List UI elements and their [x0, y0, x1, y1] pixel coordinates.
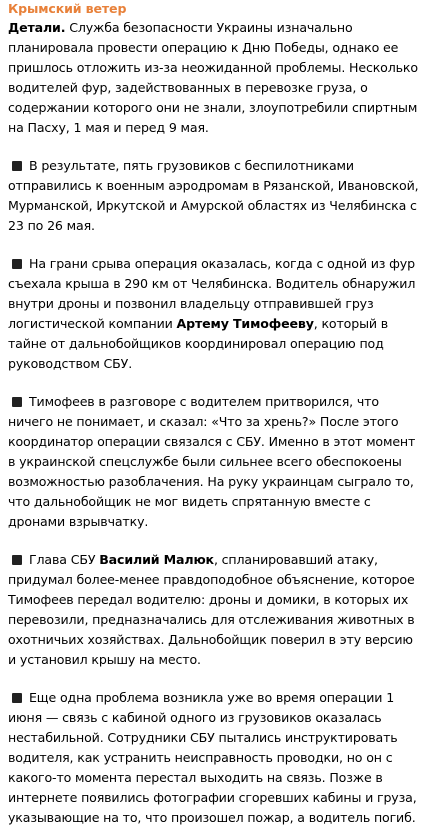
black-square-icon	[12, 693, 22, 703]
paragraph-lead: Детали.	[8, 20, 66, 35]
paragraph-gap	[8, 670, 421, 688]
paragraph-text: На грани срыва операция оказалась, когда с одной из фур съехала крыша в 290 км от Челябинска. Водитель обнаружил внутри дроны и позвонил владельцу отправившей груз логистической компании	[8, 256, 416, 331]
black-square-icon	[12, 259, 22, 269]
paragraph-gap	[8, 138, 421, 156]
person-name: Василий Малюк	[99, 552, 214, 567]
paragraph-timofeev	[8, 392, 421, 532]
paragraph-roof	[8, 254, 421, 374]
black-square-icon	[12, 555, 22, 565]
paragraph-details	[8, 18, 421, 138]
paragraph-connection	[8, 688, 421, 828]
black-square-icon	[12, 397, 22, 407]
paragraph-trucks	[8, 156, 421, 236]
paragraph-text: , спланировавший атаку, придумал более-менее правдоподобное объяснение, которое Тимофеев передал водителю: дроны и домики, в которых их перевозили, предназначались для отслеживания животных в охотничьих хозяйствах. Дальнобойщик поверил в эту версию и установил крышу на место.	[8, 552, 415, 667]
paragraph-text: , который в тайне от дальнобойщиков координировал операцию под руководством СБУ.	[8, 316, 389, 371]
black-square-icon	[12, 161, 22, 171]
paragraph-gap	[8, 236, 421, 254]
paragraph-text: В результате, пять грузовиков с беспилотниками отправились к военным аэродромам в Рязанской, Ивановской, Мурманской, Иркутской и Амурской областях из Челябинска с 23 по 26 мая.	[8, 158, 419, 233]
paragraph-gap	[8, 532, 421, 550]
paragraph-gap	[8, 374, 421, 392]
channel-name-link[interactable]: Крымский ветер	[8, 1, 127, 16]
paragraph-text: Тимофеев в разговоре с водителем притворился, что ничего не понимает, и сказал: «Что за хрень?» После этого координатор операции связался с СБУ. Именно в этот момент в украинской спецслужбе были сильнее всего обеспокоены возможностью разоблачения. На руку украинцам сыграло то, что дальнобойщик не мог видеть спрятанную вместе с дронами взрывчатку.	[8, 394, 416, 529]
person-name: Артему Тимофееву	[176, 316, 314, 331]
paragraph-malyuk	[8, 550, 421, 670]
paragraph-text: Глава СБУ	[29, 552, 100, 567]
paragraph-text: Еще одна проблема возникла уже во время операции 1 июня — связь с кабиной одного из грузовиков оказалась нестабильной. Сотрудники СБУ пытались инструктировать водителя, как устранить неисправность проводки, но он с какого-то момента перестал выходить на связь. Позже в интернете появились фотографии сгоревших кабины и груза, указывающие на то, что произошел пожар, а водитель погиб.	[8, 690, 417, 825]
paragraph-text: Служба безопасности Украины изначально планировала провести операцию к Дню Победы, однако ее пришлось отложить из-за неожиданной проблемы. Несколько водителей фур, задействованных в перевозке груза, о содержании которого они не знали, злоупотребили спиртным на Пасху, 1 мая и перед 9 мая.	[8, 20, 418, 135]
